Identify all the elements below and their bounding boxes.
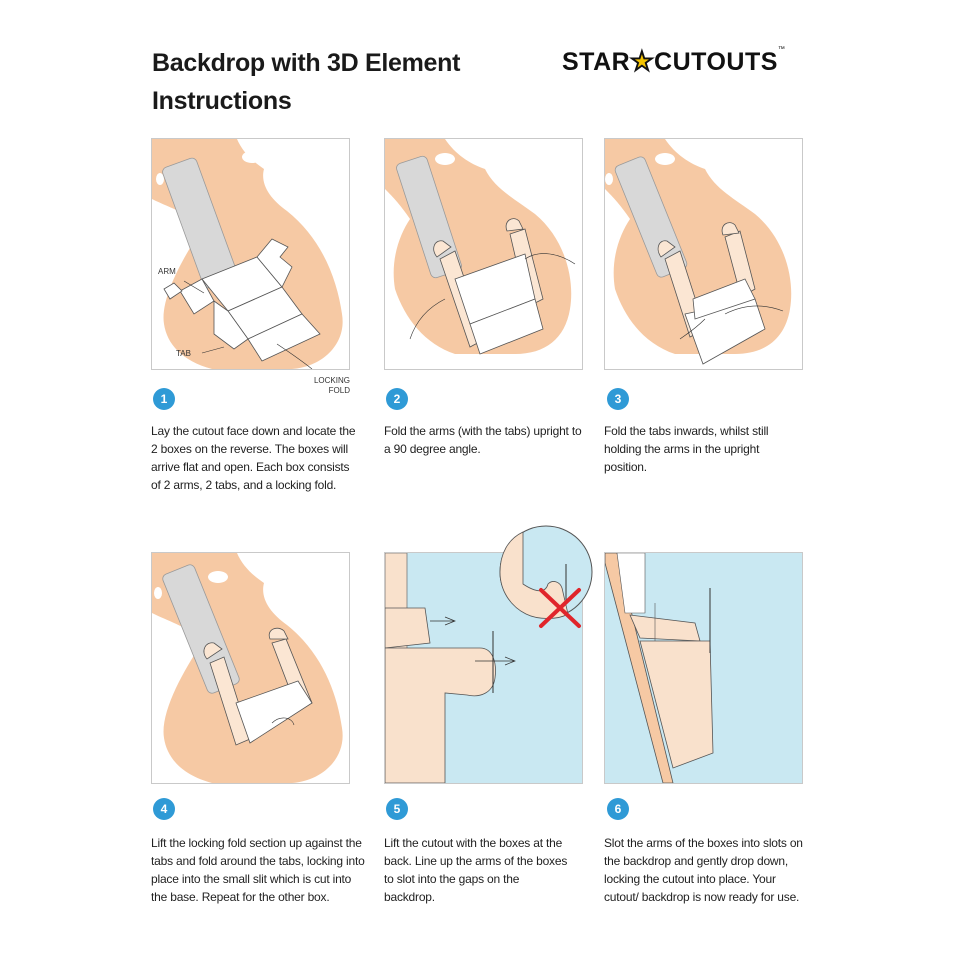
step-5-text: Lift the cutout with the boxes at the back. Line up the arms of the boxes to slot into the gaps on the backdrop. [384,836,568,904]
tab-label: TAB [176,349,191,358]
arm-label: ARM [158,267,176,276]
step-6-illustration [604,552,803,784]
cross-icon [537,586,583,630]
step-5-badge: 5 [386,798,408,820]
locking-fold-label: LOCKING FOLD [313,376,350,395]
step-2-illustration [384,138,583,370]
step-1-badge: 1 [153,388,175,410]
star-icon: ★ [630,46,655,76]
logo-text-cutouts: CUTOUTS [654,48,778,76]
step-2-badge: 2 [386,388,408,410]
step-6-text: Slot the arms of the boxes into slots on the backdrop and gently drop down, locking the cutout into place. Your cutout/ backdrop is now ready for use. [604,836,803,904]
step-1-illustration [151,138,350,370]
step-1-text: Lay the cutout face down and locate the 2 boxes on the reverse. The boxes will arrive flat and open. Each box consists of 2 arms, 2 tabs, and a locking fold. [151,424,356,492]
trademark-mark: ™ [777,46,786,53]
step-4-text: Lift the locking fold section up against the tabs and fold around the tabs, locking into place into the small slit which is cut into the base. Repeat for the other box. [151,836,365,904]
page-title: Backdrop with 3D Element Instructions [152,49,461,115]
brand-logo [562,46,785,80]
step-4-badge: 4 [153,798,175,820]
step-3-badge: 3 [607,388,629,410]
step-2-text: Fold the arms (with the tabs) upright to a 90 degree angle. [384,424,582,456]
logo-text-star: STAR [562,48,631,76]
step-6-badge: 6 [607,798,629,820]
step-3-illustration [604,138,803,370]
step-4-illustration [151,552,350,784]
step-3-text: Fold the tabs inwards, whilst still holding the arms in the upright position. [604,424,769,474]
